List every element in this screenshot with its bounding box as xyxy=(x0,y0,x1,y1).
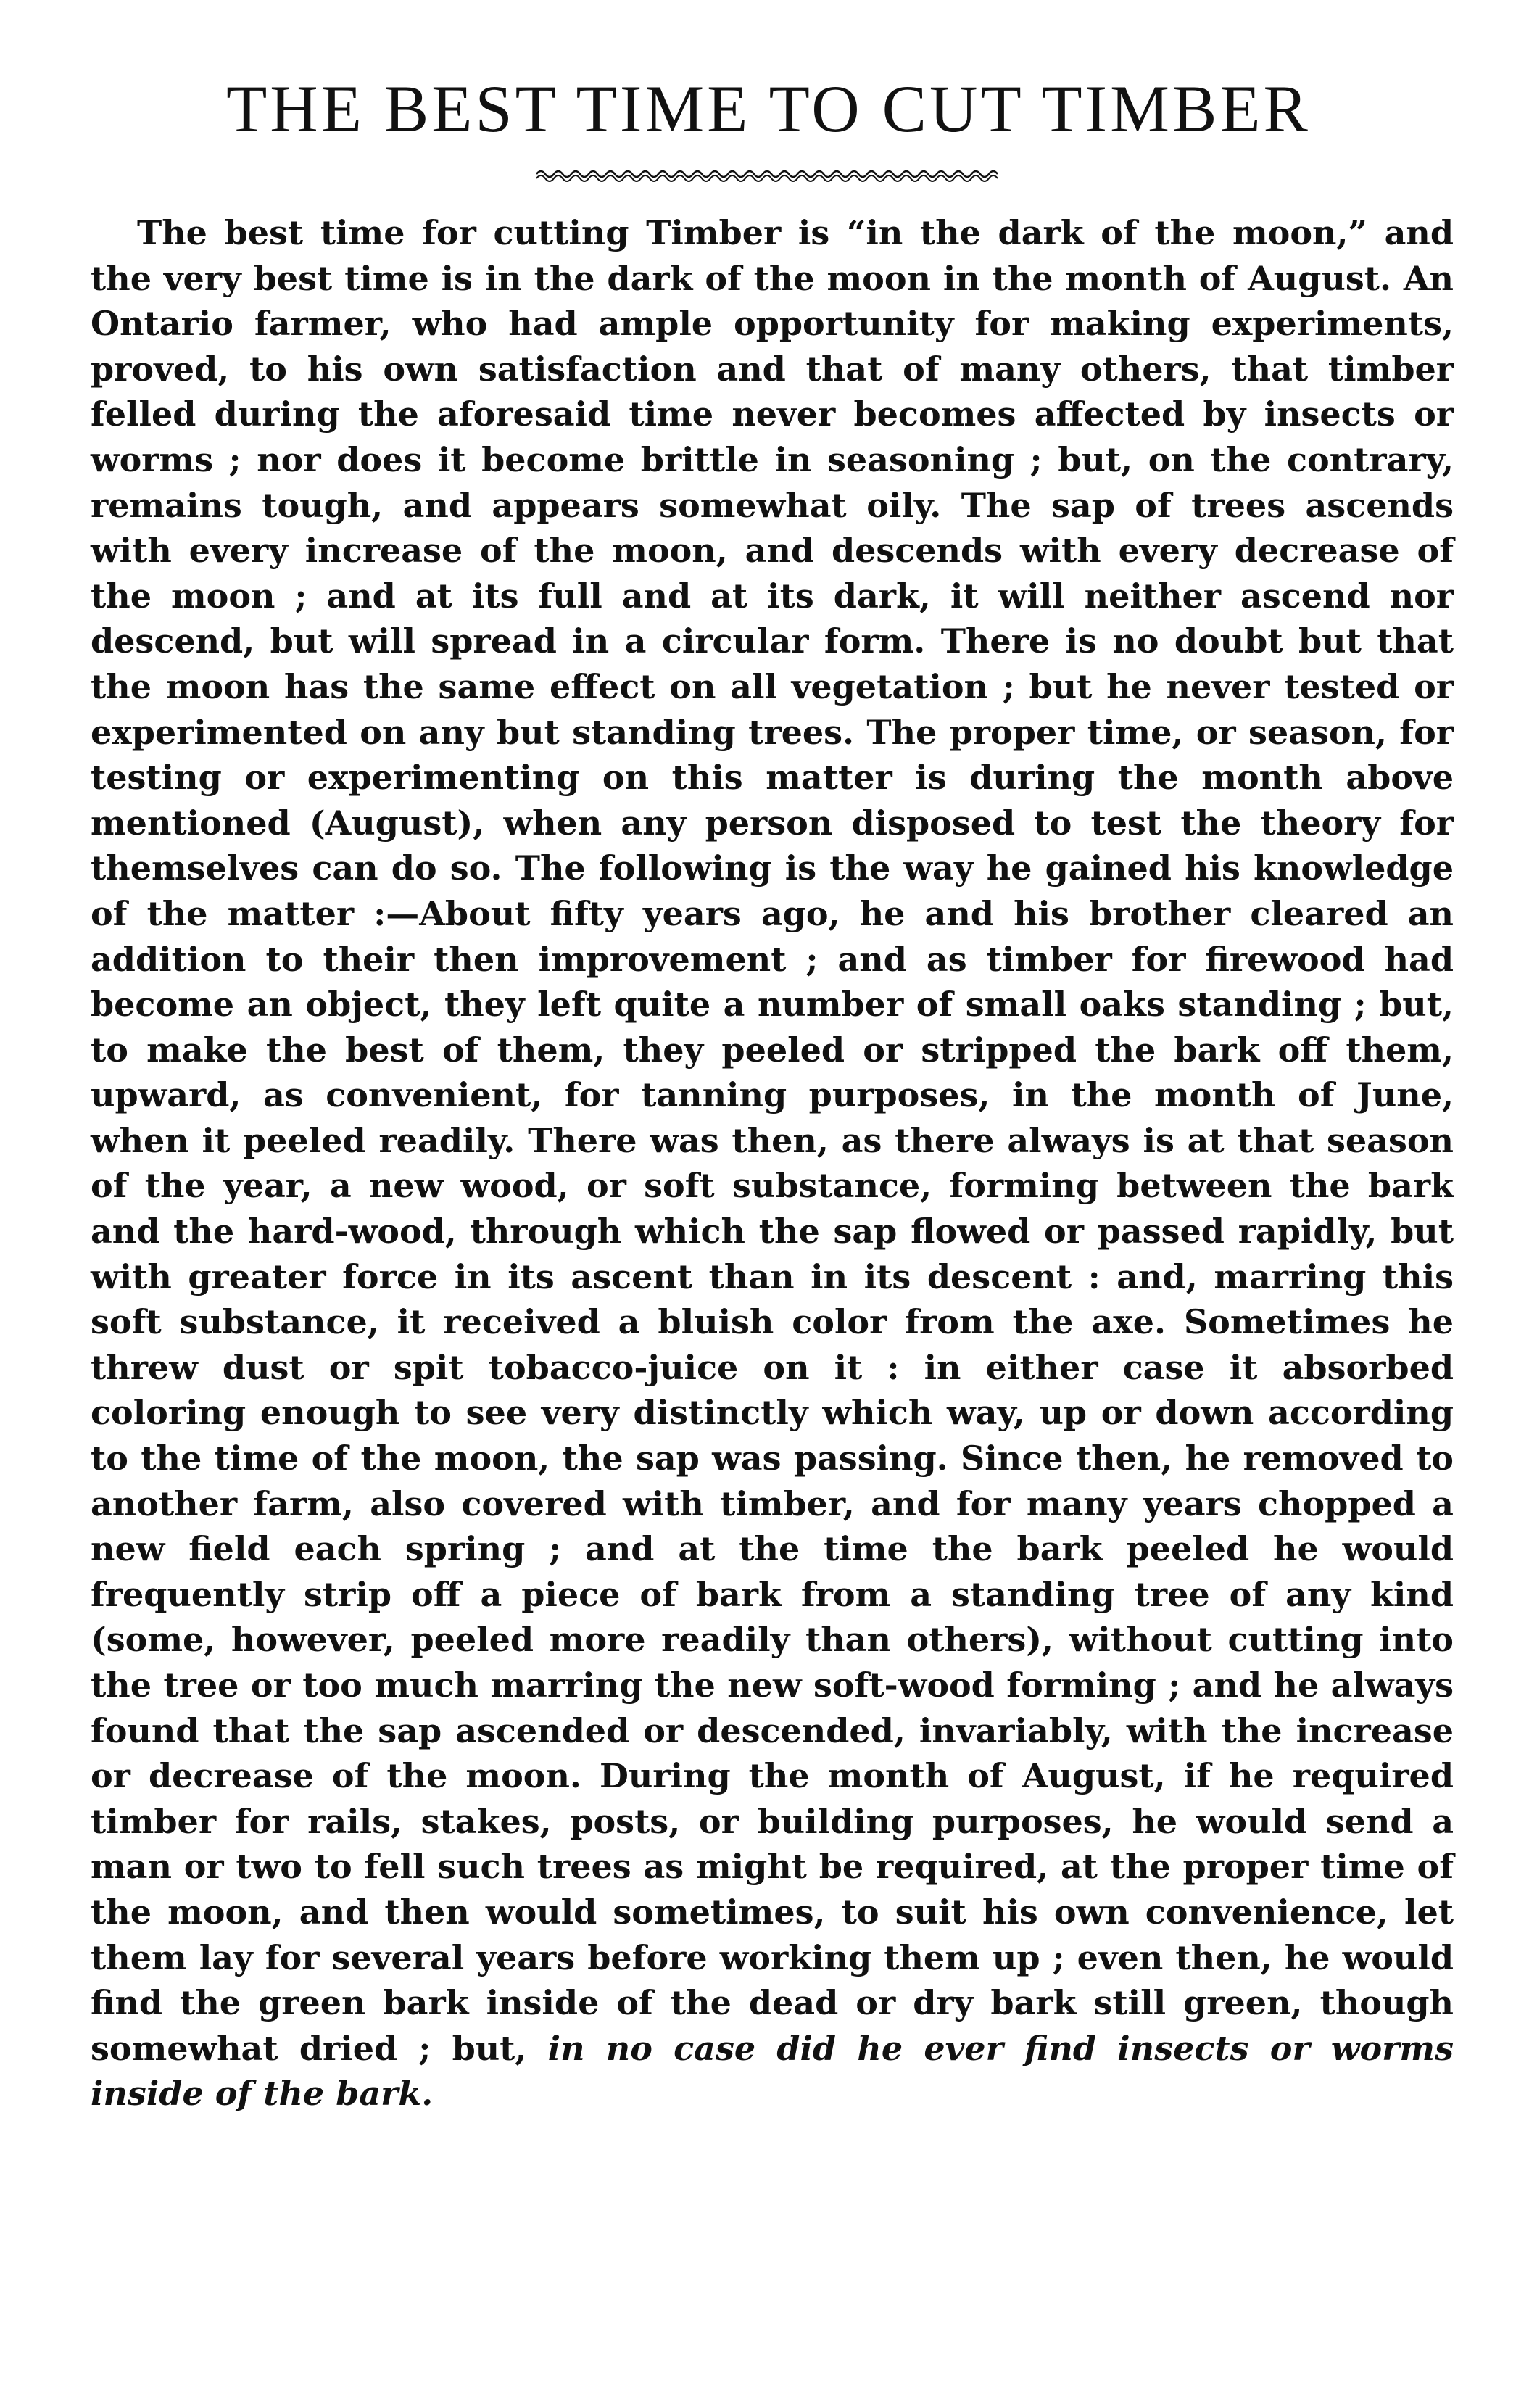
article-body-text: The best time for cutting Timber is “in the dark of the moon,” and the very best time is in the dark of the moon in the month of August. An Ontario farmer, who had ample opportunity for making experiments, proved, to his own satisfaction and that of many others, that timber felled during the aforesaid time never becomes affected by insects or worms ; nor does it become brittle in seasoning ; but, on the contrary, remains tough, and appears somewhat oily. The sap of trees ascends with every increase of the moon, and descends with every decrease of the moon ; and at its full and at its dark, it will neither ascend nor descend, but will spread in a circular form. There is no doubt but that the moon has the same effect on all vegetation ; but he never tested or experimented on any but standing trees. The proper time, or season, for testing or experimenting on this matter is during the month above mentioned (August), when any person disposed to test the theory for themselves can do so. The following is the way he gained his knowledge of the matter :—About fifty years ago, he and his brother cleared an addition to their then improvement ; and as timber for firewood had become an object, they left quite a number of small oaks standing ; but, to make the best of them, they peeled or stripped the bark off them, upward, as convenient, for tanning purposes, in the month of June, when it peeled readily. There was then, as there always is at that season of the year, a new wood, or soft substance, forming between the bark and the hard-wood, through which the sap flowed or passed rapidly, but with greater force in its ascent than in its descent : and, marring this soft substance, it received a bluish color from the axe. Sometimes he threw dust or spit tobacco-juice on it : in either case it absorbed coloring enough to see very distinctly which way, up or down according to the time of the moon, the sap was passing. Since then, he removed to another farm, also covered with timber, and for many years chopped a new field each spring ; and at the time the bark peeled he would frequently strip off a piece of bark from a standing tree of any kind (some, however, peeled more readily than others), without cutting into the tree or too much marring the new soft-wood forming ; and he always found that the sap ascended or descended, invariably, with the increase or decrease of the moon. During the month of August, if he required timber for rails, stakes, posts, or building purposes, he would send a man or two to fell such trees as might be required, at the proper time of the moon, and then would sometimes, to suit his own convenience, let them lay for several years before working them up ; even then, he would find the green bark inside of the dead or dry bark still green, though somewhat dried ; but, xyxy=(91,213,1454,2068)
decorative-wavy-rule xyxy=(536,165,1000,187)
article-title: THE BEST TIME TO CUT TIMBER xyxy=(226,72,1311,146)
article-closing-italic: in no case did he ever find insects or worms inside of the bark. xyxy=(91,2028,1454,2114)
article-body xyxy=(91,210,1454,2117)
